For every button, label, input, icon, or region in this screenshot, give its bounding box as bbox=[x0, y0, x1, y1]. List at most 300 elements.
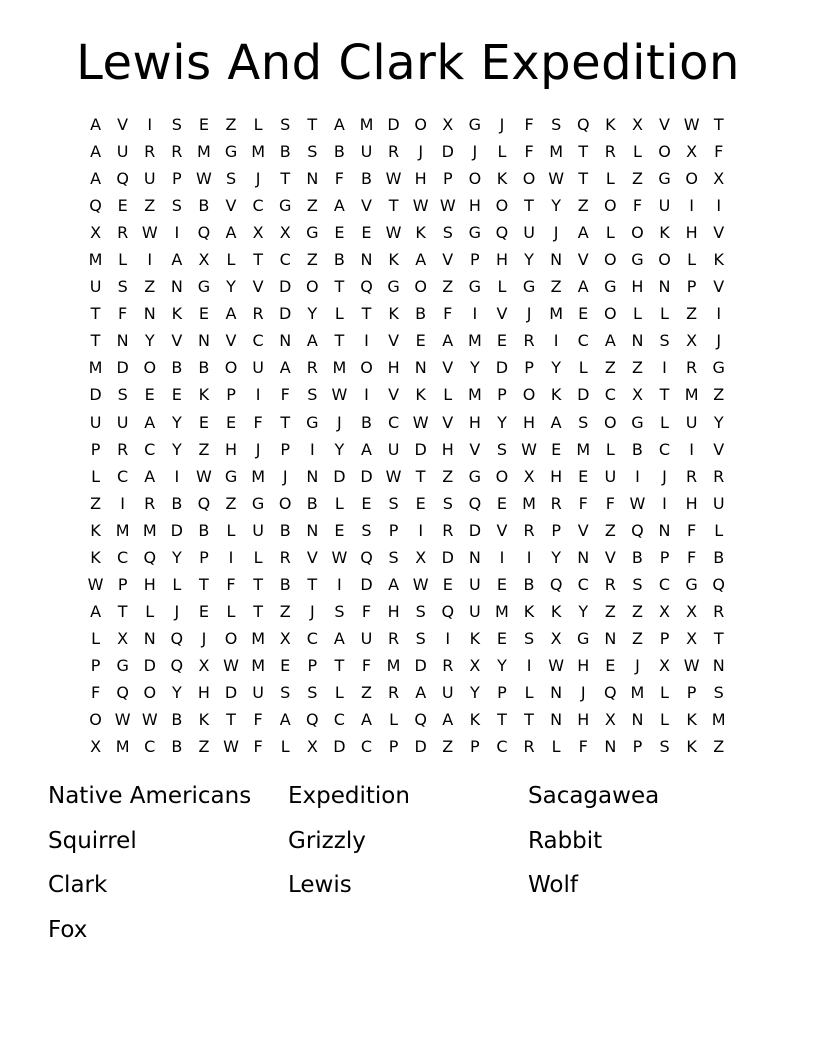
grid-letter: R bbox=[523, 520, 535, 540]
grid-letter: J bbox=[174, 601, 180, 621]
letter-grid bbox=[82, 111, 732, 760]
grid-letter: Z bbox=[144, 196, 156, 216]
grid-letter: A bbox=[361, 710, 372, 730]
grid-letter: E bbox=[551, 439, 562, 459]
grid-letter: G bbox=[224, 142, 238, 162]
grid-letter: C bbox=[658, 439, 671, 459]
grid-letter: Y bbox=[171, 547, 182, 567]
word-list-item: Expedition bbox=[288, 783, 410, 809]
grid-letter: B bbox=[306, 493, 318, 513]
grid-letter: H bbox=[387, 358, 400, 378]
grid-letter: W bbox=[412, 196, 429, 216]
grid-letter: W bbox=[331, 547, 348, 567]
grid-letter: K bbox=[496, 169, 508, 189]
grid-letter: S bbox=[280, 683, 291, 702]
grid-letter: I bbox=[337, 574, 342, 594]
grid-letter: E bbox=[496, 331, 507, 351]
grid-letter: Y bbox=[334, 439, 345, 459]
grid-letter: X bbox=[604, 710, 616, 730]
grid-letter: H bbox=[468, 412, 481, 432]
grid-letter: D bbox=[279, 304, 292, 324]
grid-letter: J bbox=[526, 304, 532, 324]
grid-letter: G bbox=[468, 115, 482, 135]
grid-letter: W bbox=[196, 466, 212, 486]
grid-letter: A bbox=[604, 331, 616, 351]
grid-letter: V bbox=[469, 439, 481, 459]
grid-letter: N bbox=[143, 628, 156, 648]
grid-letter: T bbox=[497, 710, 507, 730]
grid-letter: M bbox=[522, 493, 536, 513]
grid-letter: R bbox=[252, 304, 264, 324]
grid-letter: Z bbox=[442, 737, 454, 757]
grid-letter: X bbox=[550, 628, 562, 648]
grid-letter: A bbox=[171, 250, 183, 270]
grid-letter: D bbox=[360, 574, 373, 594]
grid-letter: I bbox=[255, 385, 261, 405]
grid-letter: L bbox=[226, 520, 236, 540]
grid-letter: F bbox=[687, 547, 697, 567]
grid-letter: V bbox=[496, 520, 508, 540]
grid-letter: Z bbox=[225, 493, 237, 513]
grid-letter: M bbox=[711, 710, 726, 730]
grid-letter: P bbox=[226, 385, 236, 405]
grid-letter: O bbox=[631, 223, 644, 243]
grid-letter: V bbox=[225, 331, 237, 351]
grid-letter: T bbox=[334, 655, 345, 675]
grid-letter: L bbox=[660, 683, 669, 702]
grid-letter: C bbox=[577, 574, 589, 594]
grid-letter: B bbox=[198, 358, 210, 378]
word-list-item: Lewis bbox=[288, 872, 352, 898]
grid-letter: H bbox=[143, 574, 156, 594]
grid-letter: R bbox=[442, 520, 454, 540]
grid-letter: Q bbox=[360, 277, 373, 297]
grid-letter: Y bbox=[171, 683, 182, 702]
grid-letter: K bbox=[388, 304, 399, 324]
grid-letter: B bbox=[279, 520, 291, 540]
grid-letter: S bbox=[225, 169, 237, 189]
grid-letter: E bbox=[415, 331, 426, 351]
grid-letter: G bbox=[631, 412, 644, 432]
grid-letter: M bbox=[197, 142, 211, 162]
grid-letter: W bbox=[385, 169, 402, 189]
grid-letter: N bbox=[306, 169, 319, 189]
word-list bbox=[48, 776, 768, 954]
grid-letter: C bbox=[496, 737, 508, 757]
grid-letter: G bbox=[306, 412, 319, 432]
grid-letter: V bbox=[252, 277, 264, 297]
grid-letter: B bbox=[631, 439, 643, 459]
grid-letter: T bbox=[713, 628, 724, 648]
grid-letter: F bbox=[361, 655, 372, 675]
grid-letter: A bbox=[225, 223, 237, 243]
grid-letter: G bbox=[468, 466, 482, 486]
grid-letter: I bbox=[716, 304, 722, 324]
grid-letter: G bbox=[387, 277, 400, 297]
grid-letter: Z bbox=[306, 250, 318, 270]
grid-letter: T bbox=[90, 304, 101, 324]
grid-letter: A bbox=[333, 115, 345, 135]
grid-letter: P bbox=[90, 439, 101, 459]
grid-letter: I bbox=[553, 331, 559, 351]
grid-letter: K bbox=[713, 250, 724, 270]
grid-letter: R bbox=[713, 601, 725, 621]
grid-letter: G bbox=[279, 196, 292, 216]
grid-letter: S bbox=[442, 493, 453, 513]
grid-letter: S bbox=[307, 385, 318, 405]
grid-letter: O bbox=[414, 277, 427, 297]
grid-letter: K bbox=[469, 628, 481, 648]
grid-letter: D bbox=[387, 115, 400, 135]
grid-letter: G bbox=[604, 277, 617, 297]
grid-letter: B bbox=[171, 493, 183, 513]
grid-letter: I bbox=[228, 547, 234, 567]
grid-letter: Z bbox=[631, 358, 643, 378]
grid-letter: R bbox=[144, 142, 156, 162]
grid-letter: A bbox=[279, 710, 291, 730]
grid-letter: Z bbox=[144, 277, 156, 297]
grid-letter: V bbox=[361, 196, 372, 216]
grid-letter: L bbox=[443, 385, 453, 405]
grid-letter: M bbox=[251, 142, 266, 162]
grid-letter: F bbox=[90, 683, 101, 702]
grid-letter: D bbox=[577, 385, 590, 405]
grid-letter: U bbox=[360, 142, 373, 162]
grid-letter: F bbox=[253, 737, 263, 757]
grid-letter: C bbox=[117, 466, 129, 486]
grid-letter: L bbox=[172, 574, 182, 594]
grid-letter: Z bbox=[361, 683, 372, 702]
grid-letter: N bbox=[279, 331, 292, 351]
grid-letter: P bbox=[470, 737, 480, 757]
grid-letter: A bbox=[144, 466, 156, 486]
grid-letter: R bbox=[117, 439, 129, 459]
grid-letter: Z bbox=[686, 304, 698, 324]
grid-letter: X bbox=[198, 250, 210, 270]
grid-letter: V bbox=[604, 547, 616, 567]
grid-letter: D bbox=[143, 655, 156, 675]
grid-letter: S bbox=[307, 142, 318, 162]
grid-letter: C bbox=[387, 412, 400, 432]
grid-letter: H bbox=[387, 601, 400, 621]
grid-letter: V bbox=[577, 520, 589, 540]
grid-letter: X bbox=[631, 385, 643, 405]
grid-letter: R bbox=[171, 142, 183, 162]
grid-letter: P bbox=[199, 547, 209, 567]
grid-letter: E bbox=[578, 304, 589, 324]
grid-letter: I bbox=[662, 358, 667, 378]
grid-letter: C bbox=[658, 574, 671, 594]
grid-letter: Z bbox=[631, 628, 643, 648]
grid-letter: K bbox=[469, 710, 481, 730]
grid-letter: Y bbox=[551, 547, 562, 567]
grid-letter: P bbox=[307, 655, 318, 675]
grid-letter: A bbox=[225, 304, 237, 324]
grid-letter: U bbox=[360, 628, 373, 648]
grid-letter: D bbox=[414, 655, 427, 675]
grid-letter: L bbox=[605, 223, 615, 243]
grid-letter: Z bbox=[631, 601, 643, 621]
grid-letter: K bbox=[388, 250, 399, 270]
grid-letter: S bbox=[659, 331, 670, 351]
grid-letter: L bbox=[253, 115, 263, 135]
grid-letter: A bbox=[306, 331, 318, 351]
grid-letter: N bbox=[550, 710, 563, 730]
grid-letter: W bbox=[385, 223, 402, 243]
grid-letter: M bbox=[576, 439, 591, 459]
grid-letter: F bbox=[253, 710, 263, 730]
grid-letter: L bbox=[145, 601, 155, 621]
grid-letter: U bbox=[252, 358, 264, 378]
grid-letter: M bbox=[115, 737, 130, 757]
grid-letter: D bbox=[360, 466, 373, 486]
grid-letter: P bbox=[659, 628, 670, 648]
grid-letter: A bbox=[442, 331, 454, 351]
grid-letter: I bbox=[472, 304, 478, 324]
grid-letter: E bbox=[198, 115, 209, 135]
grid-letter: C bbox=[117, 547, 129, 567]
grid-letter: K bbox=[415, 223, 426, 243]
grid-letter: O bbox=[143, 358, 157, 378]
grid-letter: S bbox=[496, 439, 508, 459]
grid-letter: Q bbox=[549, 574, 563, 594]
grid-letter: H bbox=[468, 196, 481, 216]
grid-letter: V bbox=[659, 115, 670, 135]
grid-letter: W bbox=[87, 574, 104, 594]
grid-letter: Q bbox=[170, 628, 184, 648]
grid-letter: S bbox=[334, 601, 345, 621]
grid-letter: F bbox=[714, 142, 724, 162]
grid-letter: Z bbox=[90, 493, 102, 513]
grid-letter: U bbox=[685, 412, 698, 432]
grid-letter: Y bbox=[144, 331, 155, 351]
grid-letter: G bbox=[468, 277, 482, 297]
grid-letter: M bbox=[88, 250, 103, 270]
grid-letter: Z bbox=[550, 277, 562, 297]
grid-letter: E bbox=[578, 466, 589, 486]
grid-letter: O bbox=[685, 169, 698, 189]
grid-letter: Y bbox=[551, 196, 562, 216]
grid-letter: Q bbox=[712, 574, 725, 594]
grid-letter: C bbox=[252, 331, 264, 351]
grid-letter: T bbox=[415, 466, 426, 486]
grid-letter: X bbox=[279, 223, 291, 243]
grid-letter: D bbox=[279, 277, 292, 297]
grid-letter: C bbox=[252, 196, 264, 216]
grid-letter: X bbox=[686, 601, 698, 621]
grid-letter: V bbox=[713, 439, 725, 459]
grid-letter: C bbox=[577, 331, 589, 351]
grid-letter: M bbox=[630, 683, 645, 702]
grid-letter: Q bbox=[360, 547, 373, 567]
grid-letter: W bbox=[114, 710, 131, 730]
grid-letter: L bbox=[605, 439, 615, 459]
grid-letter: E bbox=[361, 223, 372, 243]
grid-letter: J bbox=[580, 683, 586, 702]
grid-letter: M bbox=[251, 655, 266, 675]
grid-letter: L bbox=[334, 493, 344, 513]
grid-letter: B bbox=[631, 547, 643, 567]
grid-letter: L bbox=[334, 304, 344, 324]
grid-letter: F bbox=[578, 737, 588, 757]
grid-letter: T bbox=[280, 169, 291, 189]
grid-letter: W bbox=[683, 655, 700, 675]
grid-letter: Z bbox=[604, 601, 616, 621]
grid-letter: F bbox=[226, 574, 236, 594]
grid-letter: P bbox=[388, 737, 399, 757]
grid-letter: D bbox=[89, 385, 102, 405]
grid-letter: M bbox=[115, 520, 130, 540]
grid-letter: W bbox=[412, 574, 429, 594]
grid-letter: X bbox=[306, 737, 318, 757]
grid-letter: O bbox=[278, 493, 292, 513]
grid-letter: O bbox=[414, 115, 427, 135]
grid-letter: S bbox=[388, 493, 399, 513]
grid-letter: F bbox=[253, 412, 263, 432]
grid-letter: T bbox=[307, 574, 318, 594]
grid-letter: K bbox=[198, 385, 210, 405]
grid-letter: Y bbox=[469, 683, 480, 702]
grid-letter: K bbox=[550, 385, 562, 405]
grid-letter: B bbox=[333, 142, 345, 162]
grid-letter: I bbox=[174, 223, 180, 243]
grid-letter: U bbox=[252, 520, 264, 540]
grid-letter: R bbox=[686, 466, 698, 486]
grid-letter: L bbox=[714, 520, 724, 540]
grid-letter: M bbox=[332, 358, 347, 378]
grid-letter: G bbox=[522, 277, 536, 297]
grid-letter: R bbox=[388, 142, 400, 162]
grid-letter: V bbox=[496, 304, 508, 324]
grid-letter: D bbox=[414, 737, 427, 757]
grid-letter: O bbox=[604, 196, 617, 216]
grid-letter: G bbox=[712, 358, 725, 378]
grid-letter: Y bbox=[307, 304, 318, 324]
grid-letter: W bbox=[548, 169, 565, 189]
grid-letter: M bbox=[549, 142, 564, 162]
grid-letter: U bbox=[252, 683, 264, 702]
grid-letter: A bbox=[279, 358, 291, 378]
grid-letter: S bbox=[578, 412, 589, 432]
grid-letter: Q bbox=[89, 196, 102, 216]
grid-letter: X bbox=[713, 169, 725, 189]
grid-letter: U bbox=[441, 683, 454, 702]
grid-letter: J bbox=[716, 331, 722, 351]
grid-letter: I bbox=[147, 115, 153, 135]
grid-letter: L bbox=[226, 601, 236, 621]
grid-letter: X bbox=[631, 115, 643, 135]
grid-letter: Y bbox=[551, 358, 562, 378]
grid-letter: J bbox=[662, 466, 667, 486]
grid-letter: E bbox=[171, 385, 182, 405]
grid-letter: H bbox=[225, 439, 238, 459]
grid-letter: P bbox=[497, 683, 507, 702]
grid-letter: M bbox=[251, 466, 266, 486]
grid-letter: L bbox=[118, 250, 128, 270]
grid-letter: T bbox=[713, 115, 724, 135]
grid-letter: G bbox=[577, 628, 590, 648]
grid-letter: F bbox=[632, 196, 643, 216]
grid-letter: W bbox=[141, 223, 158, 243]
grid-letter: E bbox=[225, 412, 237, 432]
grid-letter: O bbox=[495, 196, 509, 216]
grid-letter: L bbox=[226, 250, 236, 270]
grid-letter: R bbox=[686, 358, 698, 378]
grid-letter: N bbox=[712, 655, 725, 675]
word-list-item: Wolf bbox=[528, 872, 578, 898]
grid-letter: A bbox=[442, 710, 454, 730]
grid-letter: Z bbox=[279, 601, 291, 621]
grid-letter: R bbox=[117, 223, 129, 243]
grid-letter: W bbox=[412, 412, 429, 432]
grid-letter: C bbox=[144, 439, 156, 459]
grid-letter: O bbox=[604, 412, 617, 432]
grid-letter: W bbox=[439, 196, 456, 216]
grid-letter: Y bbox=[578, 601, 589, 621]
grid-letter: P bbox=[659, 547, 670, 567]
grid-letter: P bbox=[686, 277, 697, 297]
grid-letter: V bbox=[171, 331, 183, 351]
grid-letter: S bbox=[280, 115, 291, 135]
grid-letter: W bbox=[548, 655, 565, 675]
grid-letter: O bbox=[522, 169, 536, 189]
grid-letter: U bbox=[469, 601, 481, 621]
grid-letter: L bbox=[660, 412, 669, 432]
grid-letter: Y bbox=[171, 439, 182, 459]
grid-letter: F bbox=[118, 304, 128, 324]
grid-letter: U bbox=[712, 493, 725, 513]
grid-letter: W bbox=[331, 385, 348, 405]
grid-letter: A bbox=[90, 142, 102, 162]
grid-letter: X bbox=[90, 223, 102, 243]
grid-letter: G bbox=[658, 169, 671, 189]
grid-letter: E bbox=[198, 601, 209, 621]
grid-letter: M bbox=[142, 520, 157, 540]
grid-letter: H bbox=[577, 655, 590, 675]
grid-letter: M bbox=[495, 601, 509, 621]
grid-letter: N bbox=[631, 710, 644, 730]
grid-letter: N bbox=[658, 520, 671, 540]
grid-letter: V bbox=[713, 223, 725, 243]
grid-letter: G bbox=[116, 655, 129, 675]
grid-letter: L bbox=[91, 466, 100, 486]
grid-letter: L bbox=[253, 547, 263, 567]
grid-letter: T bbox=[280, 412, 291, 432]
word-list-item: Clark bbox=[48, 872, 108, 898]
grid-letter: I bbox=[445, 628, 451, 648]
grid-letter: F bbox=[443, 304, 453, 324]
grid-letter: O bbox=[495, 466, 509, 486]
grid-letter: U bbox=[89, 412, 102, 432]
grid-letter: K bbox=[686, 710, 697, 730]
grid-letter: E bbox=[280, 655, 291, 675]
grid-letter: G bbox=[251, 493, 265, 513]
grid-letter: W bbox=[141, 710, 158, 730]
grid-letter: Y bbox=[713, 412, 724, 432]
grid-letter: S bbox=[713, 683, 724, 702]
grid-letter: M bbox=[684, 385, 699, 405]
grid-letter: C bbox=[604, 385, 616, 405]
grid-letter: P bbox=[90, 655, 101, 675]
grid-letter: S bbox=[388, 547, 399, 567]
grid-letter: Q bbox=[468, 493, 482, 513]
grid-letter: U bbox=[604, 466, 617, 486]
grid-letter: Q bbox=[197, 223, 211, 243]
grid-letter: A bbox=[333, 196, 345, 216]
grid-letter: D bbox=[333, 466, 346, 486]
grid-letter: L bbox=[660, 304, 669, 324]
word-list-item: Sacagawea bbox=[528, 783, 660, 809]
